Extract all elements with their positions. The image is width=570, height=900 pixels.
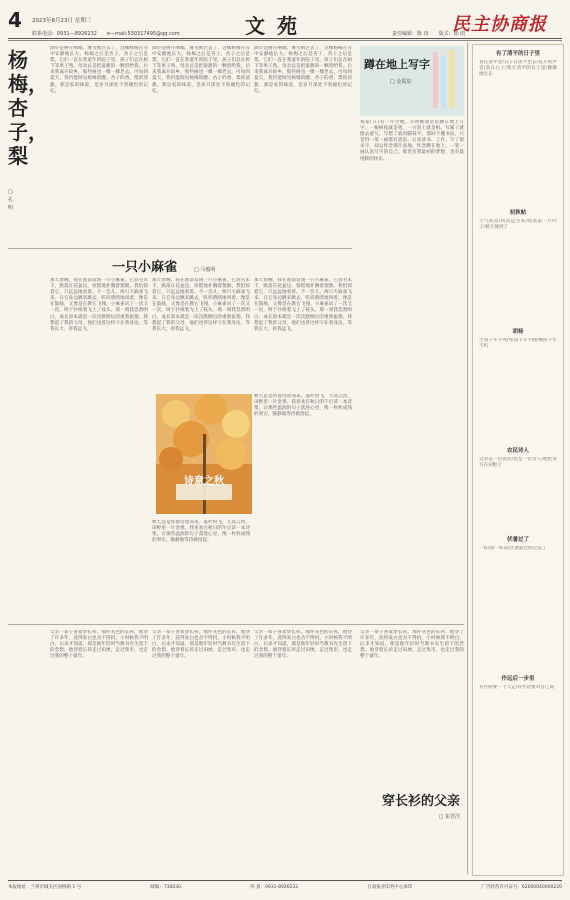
poem4-title: 农民诗人 — [506, 448, 529, 454]
page-header — [0, 0, 570, 38]
maque-body-col1: 那天傍晚，我在窗前发现一只小麻雀。它羽毛未丰，跌落在花盆边，惊慌地扑腾着翅膀。我怕惊着它，只远远地看着。不一会儿，两只大麻雀飞来，在它身边跳来跳去，叽叽喳喳地叫着，像是在鼓励，又像是在教它飞翔。小麻雀试了一次又一次，终于扑棱着飞上了枝头。那一刻我忽然明白，成长原本就是一次次跌倒后的重新振翅。我想起了我的父母，他们也曾这样守在我身边，等我长大，看我远飞。 — [50, 278, 148, 332]
yangmei-body-col1: 酒早是树在响嗡，雾雪被过去了，这棵杨梅在雪中安静地长大。杨梅之后是杏子，杏子之后是梨，它们一直在我童年的院子里。孩子们总在树下等果子熟，母亲总是把最甜的一颗留给我。后来我离开故乡，那些树也一棵一棵老去，可每到夏天，我仍能闻见杨梅的酸、杏子的香、梨的清甜。那是家的味道，是岁月深处不曾褪色的记忆。 — [50, 46, 148, 94]
book-cover-title: 诗意之秋 — [184, 476, 224, 487]
divider — [8, 248, 352, 249]
section-title: 文苑 — [245, 14, 309, 38]
divider — [8, 624, 464, 625]
fuqin-title: 穿长衫的父亲 — [381, 794, 460, 809]
footer-zip: 邮编：730030 — [150, 885, 182, 890]
editor-credit: 责任编辑：陈 田 版式：徐 雨 — [392, 31, 466, 37]
poem1-body: 春在清平里/日子在清平里长/花开的声音/落在心上/我在清平的日子里/静静地生长 — [479, 60, 557, 78]
poem3-body: 生而千年不死/死而千年不倒/倒而千年不朽 — [479, 338, 557, 350]
fuqin-body-col4: 父亲一辈子喜欢穿长衫。那件灰色的长衫，他穿了许多年，洗得发白也舍不得扔。小时候我不明白，后来才知道，那是他年轻时当教书先生留下的念想。他穿着长衫走过田埂，走过集市，也走过我的整个童年。 — [360, 630, 464, 660]
issue-date: 2023年8月23日 星期三 — [32, 18, 92, 24]
autumn-leaves-illustration — [156, 394, 252, 514]
header-rule-thin — [8, 40, 562, 41]
poems-column — [472, 44, 564, 876]
header-rule — [8, 38, 562, 39]
footer-rule — [8, 880, 562, 881]
maque-body-col3: 那天傍晚，我在窗前发现一只小麻雀。它羽毛未丰，跌落在花盆边，惊慌地扑腾着翅膀。我怕惊着它，只远远地看着。不一会儿，两只大麻雀飞来，在它身边跳来跳去，叽叽喳喳地叫着，像是在鼓励，又像是在教它飞翔。小麻雀试了一次又一次，终于扑棱着飞上了枝头。那一刻我忽然明白，成长原本就是一次次跌倒后的重新振翅。我想起了我的父母，他们也曾这样守在我身边，等我长大，看我远飞。 — [254, 278, 352, 332]
poem6-body: 有些路要一个人走/有些话要对自己说 — [479, 685, 555, 690]
fuqin-author: □ 崔君洋 — [438, 814, 460, 820]
maque-body-col2: 那天傍晚，我在窗前发现一只小麻雀。它羽毛未丰，跌落在花盆边，惊慌地扑腾着翅膀。我怕惊着它，只远远地看着。不一会儿，两只大麻雀飞来，在它身边跳来跳去，叽叽喳喳地叫着，像是在鼓励，又像是在教它飞翔。小麻雀试了一次又一次，终于扑棱着飞上了枝头。那一刻我忽然明白，成长原本就是一次次跌倒后的重新振翅。我想起了我的父母，他们也曾这样守在我身边，等我长大，看我远飞。 — [152, 278, 250, 332]
footer-address: 本报地址：兰州市城关区国桥路 1 号 — [8, 885, 82, 890]
poem1-title: 有了清平的日子里 — [495, 51, 540, 57]
footer-phone: 传 真：0931-8926232 — [250, 885, 299, 890]
poem5-body: 一阵雨/一阵凉/伏暑就这样过去了 — [479, 546, 547, 551]
luguo-body: 我家门口有一片空地，小时候我常常蹲在地上写字。一根树枝就是笔，一方泥土就是纸。写累了就擦去重写，写错了就用脚抹平。那时不懂书法，只觉得一笔一画都有意思。后来读书、工作，写了很多字，却总怀念那片泥地，怀念蹲在地上、一笔一画认真写字的自己。那里有我最初的梦想，也有最纯粹的快乐。 — [360, 120, 464, 162]
footer-printer: 甘肃报业印务中心承印 — [367, 885, 413, 890]
page-footer — [8, 884, 562, 890]
poem3-title: 胡杨 — [512, 329, 524, 335]
yangmei-title: 杨梅，杏子，梨 — [8, 48, 48, 168]
fuqin-body-col1: 父亲一辈子喜欢穿长衫。那件灰色的长衫，他穿了许多年，洗得发白也舍不得扔。小时候我不明白，后来才知道，那是他年轻时当教书先生留下的念想。他穿着长衫走过田埂，走过集市，也走过我的整个童年。 — [50, 630, 148, 660]
yangmei-body-col2: 酒早是树在响嗡，雾雪被过去了，这棵杨梅在雪中安静地长大。杨梅之后是杏子，杏子之后是梨，它们一直在我童年的院子里。孩子们总在树下等果子熟，母亲总是把最甜的一颗留给我。后来我离开故乡，那些树也一棵一棵老去，可每到夏天，我仍能闻见杨梅的酸、杏子的香、梨的清甜。那是家的味道，是岁月深处不曾褪色的记忆。 — [152, 46, 250, 94]
book-body-col2: 秋天总是带着诗意而来。落叶纷飞，天高云淡，田野里一片金黄。我喜欢在秋日的午后读一本诗集，让那些温润的句子落进心里，像一枚枚成熟的果实，静静地等待被拾起。 — [152, 520, 250, 544]
yangmei-body-col3: 酒早是树在响嗡，雾雪被过去了，这棵杨梅在雪中安静地长大。杨梅之后是杏子，杏子之后是梨，它们一直在我童年的院子里。孩子们总在树下等果子熟，母亲总是把最甜的一颗留给我。后来我离开故乡，那些树也一棵一棵老去，可每到夏天，我仍能闻见杨梅的酸、杏子的香、梨的清甜。那是家的味道，是岁月深处不曾褪色的记忆。 — [254, 46, 352, 94]
luguo-author: □ 金霞泉 — [390, 79, 412, 85]
poem2-title: 初秋帖 — [509, 210, 527, 216]
luguo-title: 蹲在地上写字 — [364, 58, 430, 71]
newspaper-masthead: 民主协商报 — [452, 14, 547, 35]
yangmei-title-block — [8, 48, 48, 248]
luguo-title-panel — [360, 46, 464, 116]
maque-title: 一只小麻雀 — [112, 260, 178, 275]
pencils-icon — [430, 48, 460, 114]
book-body-col: 秋天总是带着诗意而来。落叶纷飞，天高云淡，田野里一片金黄。我喜欢在秋日的午后读一本诗集，让那些温润的句子落进心里，像一枚枚成熟的果实，静静地等待被拾起。 — [254, 394, 352, 418]
fuqin-body-col2: 父亲一辈子喜欢穿长衫。那件灰色的长衫，他穿了许多年，洗得发白也舍不得扔。小时候我不明白，后来才知道，那是他年轻时当教书先生留下的念想。他穿着长衫走过田埂，走过集市，也走过我的整个童年。 — [152, 630, 250, 660]
contact-info: 联系电话：0931—8926232 e—mail:530317495@qq.com — [32, 31, 180, 37]
maque-author: □ 马俊明 — [194, 267, 216, 273]
fuqin-title-block — [360, 630, 464, 876]
maque-title-block — [112, 256, 292, 275]
poem6-title: 作远后一步里 — [501, 676, 535, 682]
poem2-body: 天气转凉/风从远方来/吹落第一片叶子/秋天便到了 — [479, 219, 557, 231]
poem5-title: 伏暑过了 — [506, 537, 529, 543]
fuqin-body-col3: 父亲一辈子喜欢穿长衫。那件灰色的长衫，他穿了许多年，洗得发白也舍不得扔。小时候我不明白，后来才知道，那是他年轻时当教书先生留下的念想。他穿着长衫走过田埂，走过集市，也走过我的整个童年。 — [254, 630, 352, 660]
book-cover-image — [156, 394, 252, 514]
footer-license: 广告经营许可证号：62000040000220 — [481, 885, 562, 890]
page-number: 4 — [8, 8, 22, 32]
yangmei-author: □ 孔 明 — [8, 189, 14, 211]
poem4-body: 父亲是一位农民/也是一位诗人/他把诗写在田野上 — [479, 457, 557, 469]
column-divider — [467, 42, 468, 874]
